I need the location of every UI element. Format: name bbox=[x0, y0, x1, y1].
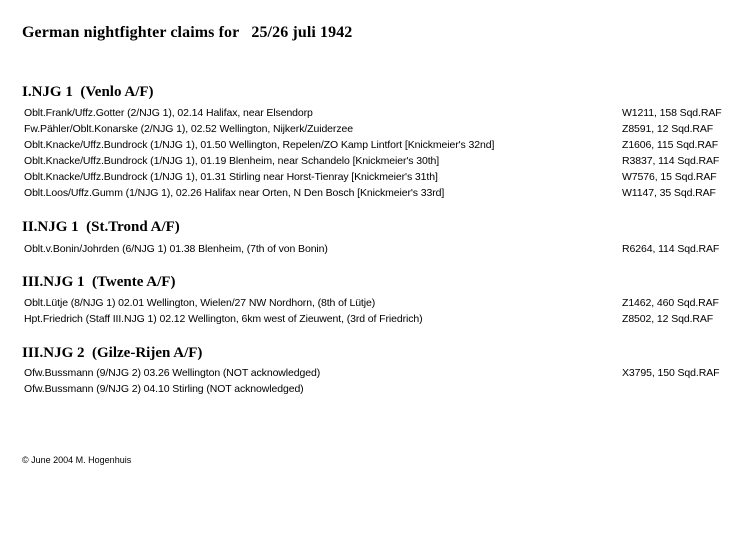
claim-entry bbox=[24, 153, 734, 169]
claim-description: Oblt.Knacke/Uffz.Bundrock (1/NJG 1), 01.50 Wellington, Repelen/ZO Kamp Lintfort [Knickmeier's 32nd] bbox=[24, 139, 495, 151]
claim-entry bbox=[24, 241, 734, 257]
claim-aircraft-serial: Z8591, 12 Sqd.RAF bbox=[622, 123, 714, 135]
claim-aircraft-serial: R3837, 114 Sqd.RAF bbox=[622, 155, 720, 167]
claim-description: Oblt.v.Bonin/Johrden (6/NJG 1) 01.38 Blenheim, (7th of von Bonin) bbox=[24, 243, 328, 255]
claim-description: Hpt.Friedrich (Staff III.NJG 1) 02.12 Wellington, 6km west of Zieuwent, (3rd of Friedrich) bbox=[24, 313, 423, 325]
claim-entry bbox=[24, 121, 734, 137]
claim-description: Oblt.Knacke/Uffz.Bundrock (1/NJG 1), 01.19 Blenheim, near Schandelo [Knickmeier's 30th] bbox=[24, 155, 440, 167]
document-title: German nightfighter claims for 25/26 juli 1942 bbox=[22, 24, 353, 41]
claim-entry bbox=[24, 185, 734, 201]
claim-description: Ofw.Bussmann (9/NJG 2) 03.26 Wellington (NOT acknowledged) bbox=[24, 367, 321, 379]
claim-description: Ofw.Bussmann (9/NJG 2) 04.10 Stirling (NOT acknowledged) bbox=[24, 383, 304, 395]
claim-aircraft-serial: W1147, 35 Sqd.RAF bbox=[622, 187, 716, 199]
claim-description: Oblt.Lütje (8/NJG 1) 02.01 Wellington, Wielen/27 NW Nordhorn, (8th of Lütje) bbox=[24, 297, 376, 309]
claim-aircraft-serial: Z1462, 460 Sqd.RAF bbox=[622, 297, 719, 309]
section-heading-iii-njg-1: III.NJG 1 (Twente A/F) bbox=[22, 274, 176, 290]
claim-entry bbox=[24, 137, 734, 153]
claim-entry bbox=[24, 169, 734, 185]
claim-description: Oblt.Knacke/Uffz.Bundrock (1/NJG 1), 01.31 Stirling near Horst-Tienray [Knickmeier's 31th] bbox=[24, 171, 438, 183]
claim-aircraft-serial: Z8502, 12 Sqd.RAF bbox=[622, 313, 714, 325]
claim-entry bbox=[24, 365, 734, 381]
claim-aircraft-serial: R6264, 114 Sqd.RAF bbox=[622, 243, 720, 255]
section-heading-iii-njg-2: III.NJG 2 (Gilze-Rijen A/F) bbox=[22, 345, 203, 361]
claim-entry bbox=[24, 295, 734, 311]
claim-description: Oblt.Loos/Uffz.Gumm (1/NJG 1), 02.26 Halifax near Orten, N Den Bosch [Knickmeier's 33rd] bbox=[24, 187, 445, 199]
claim-entry bbox=[24, 105, 734, 121]
claim-description: Oblt.Frank/Uffz.Gotter (2/NJG 1), 02.14 Halifax, near Elsendorp bbox=[24, 107, 313, 119]
claim-aircraft-serial: W1211, 158 Sqd.RAF bbox=[622, 107, 722, 119]
section-heading-ii-njg-1: II.NJG 1 (St.Trond A/F) bbox=[22, 219, 180, 235]
claim-entry bbox=[24, 381, 734, 397]
claim-aircraft-serial: W7576, 15 Sqd.RAF bbox=[622, 171, 717, 183]
claim-entry bbox=[24, 311, 734, 327]
claim-aircraft-serial: X3795, 150 Sqd.RAF bbox=[622, 367, 720, 379]
claim-description: Fw.Pähler/Oblt.Konarske (2/NJG 1), 02.52 Wellington, Nijkerk/Zuiderzee bbox=[24, 123, 353, 135]
section-heading-i-njg-1: I.NJG 1 (Venlo A/F) bbox=[22, 84, 154, 100]
copyright-notice: © June 2004 M. Hogenhuis bbox=[22, 455, 132, 465]
claim-aircraft-serial: Z1606, 115 Sqd.RAF bbox=[622, 139, 719, 151]
